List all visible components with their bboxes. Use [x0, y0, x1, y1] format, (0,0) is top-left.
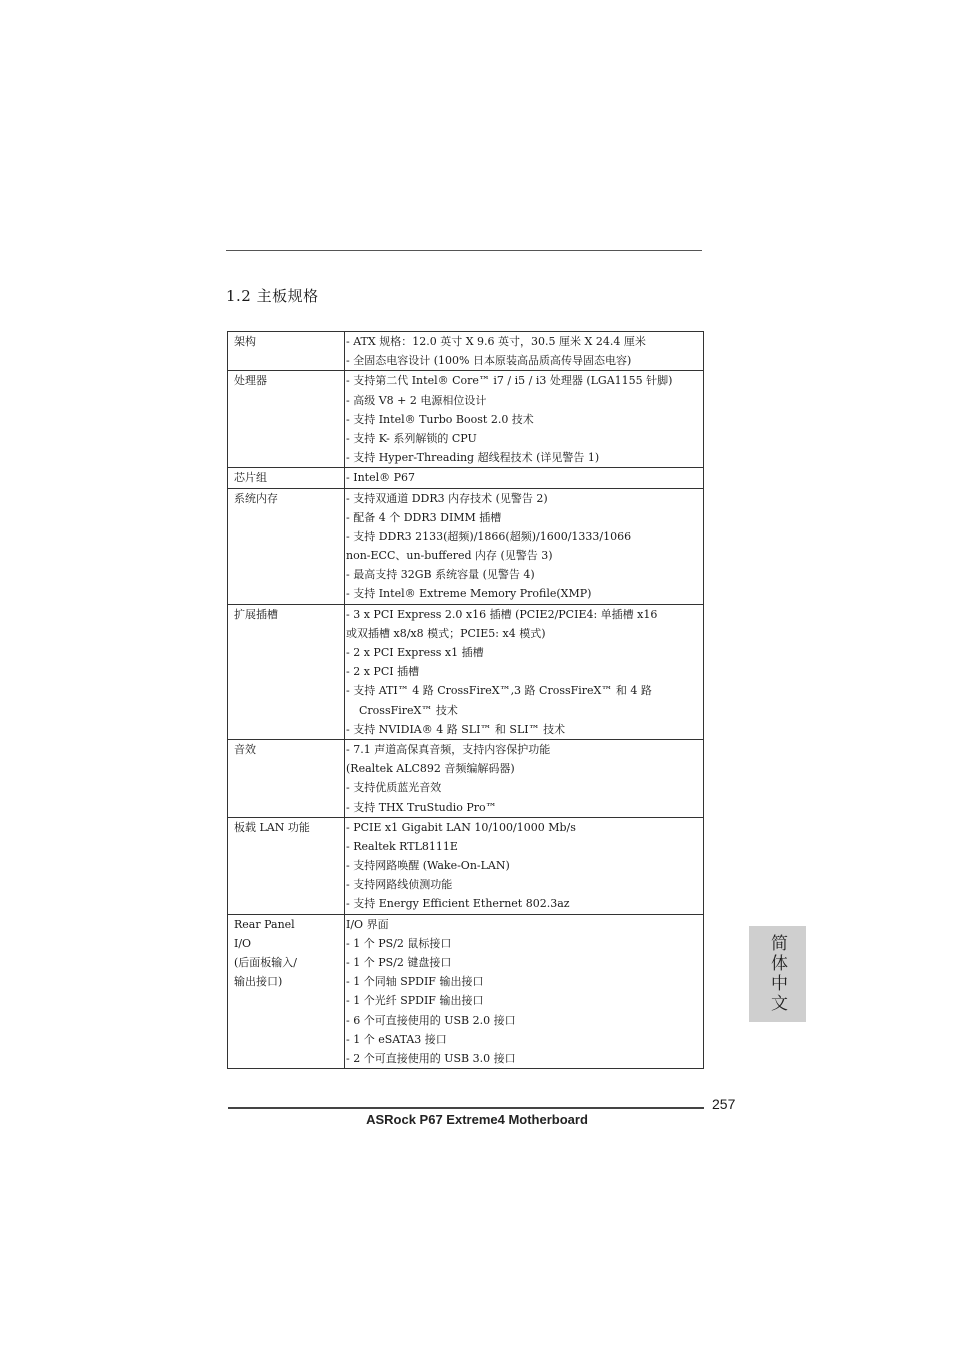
spec-item: - 2 x PCI 插槽 [346, 662, 703, 681]
spec-item: - 支持 ATI™ 4 路 CrossFireX™,3 路 CrossFireX™ 和 4 路 [346, 681, 703, 700]
spec-item: - Realtek RTL8111E [346, 837, 703, 856]
spec-item: - 1 个 PS/2 鼠标接口 [346, 934, 703, 953]
spec-values [345, 371, 704, 468]
spec-label-line: 芯片组 [234, 471, 267, 485]
spec-item: - 支持第二代 Intel® Core™ i7 / i5 / i3 处理器 (LGA1155 针脚) [346, 371, 703, 390]
spec-item: - 支持 NVIDIA® 4 路 SLI™ 和 SLI™ 技术 [346, 720, 703, 739]
spec-values [345, 914, 704, 1069]
section-title: 1.2 主板规格 [226, 287, 319, 305]
spec-item: - 全固态电容设计 (100% 日本原装高品质高传导固态电容) [346, 351, 703, 370]
spec-item: - 1 个光纤 SPDIF 输出接口 [346, 991, 703, 1010]
spec-item: - 7.1 声道高保真音频，支持内容保护功能 [346, 740, 703, 759]
spec-item: - 6 个可直接使用的 USB 2.0 接口 [346, 1011, 703, 1030]
spec-item: - 1 个同轴 SPDIF 输出接口 [346, 972, 703, 991]
spec-item: - 支持双通道 DDR3 内存技术 (见警告 2) [346, 489, 703, 508]
spec-item: - Intel® P67 [346, 468, 703, 487]
spec-row [228, 817, 704, 914]
spec-table-body [228, 332, 704, 1069]
spec-values [345, 468, 704, 488]
spec-item: I/O 界面 [346, 917, 389, 931]
spec-values [345, 332, 704, 371]
page-number: 257 [712, 1096, 736, 1112]
spec-label [228, 371, 345, 468]
spec-label-line: 输出接口) [234, 975, 283, 989]
spec-item: - 1 个 PS/2 键盘接口 [346, 953, 703, 972]
spec-row [228, 604, 704, 739]
spec-table [227, 331, 704, 1069]
spec-item: - 支持 DDR3 2133(超频)/1866(超频)/1600/1333/1066 [346, 527, 703, 546]
spec-label-line: 板载 LAN 功能 [234, 820, 310, 834]
spec-item: - 2 x PCI Express x1 插槽 [346, 643, 703, 662]
spec-label [228, 468, 345, 488]
spec-item: - 配备 4 个 DDR3 DIMM 插槽 [346, 508, 703, 527]
spec-row [228, 914, 704, 1069]
spec-label-line: (后面板输入/ [234, 956, 297, 969]
spec-item: - 支持优质蓝光音效 [346, 778, 703, 797]
spec-label-line: 架构 [234, 335, 256, 348]
spec-item: - 支持 Hyper-Threading 超线程技术 (详见警告 1) [346, 448, 703, 467]
spec-label [228, 332, 345, 371]
spec-item: 或双插槽 x8/x8 模式；PCIE5: x4 模式) [346, 626, 546, 640]
spec-item: - 1 个 eSATA3 接口 [346, 1030, 703, 1049]
spec-item: - 2 个可直接使用的 USB 3.0 接口 [346, 1049, 703, 1068]
spec-item: - 高级 V8 + 2 电源相位设计 [346, 391, 703, 410]
spec-item: - 支持网路线侦测功能 [346, 875, 703, 894]
spec-values [345, 739, 704, 817]
spec-row [228, 468, 704, 488]
spec-item: non-ECC、un-buffered 内存 (见警告 3) [346, 549, 553, 563]
spec-row [228, 488, 704, 604]
spec-label-line: 处理器 [234, 374, 267, 388]
spec-label-line: 系统内存 [234, 491, 278, 505]
spec-item: - PCIE x1 Gigabit LAN 10/100/1000 Mb/s [346, 818, 703, 837]
spec-item: - ATX 规格：12.0 英寸 X 9.6 英寸，30.5 厘米 X 24.4 厘米 [346, 332, 703, 351]
spec-values [345, 488, 704, 604]
spec-label [228, 739, 345, 817]
spec-row [228, 332, 704, 371]
spec-label-line: 音效 [234, 742, 256, 756]
spec-label-line: Rear Panel [234, 917, 295, 931]
language-tab [749, 926, 806, 1022]
spec-row [228, 371, 704, 468]
spec-item: - 3 x PCI Express 2.0 x16 插槽 (PCIE2/PCIE4: 单插槽 x16 [346, 605, 703, 624]
spec-item: - 支持 Intel® Turbo Boost 2.0 技术 [346, 410, 703, 429]
spec-label-line: 扩展插槽 [234, 607, 278, 621]
spec-label [228, 604, 345, 739]
spec-item: (Realtek ALC892 音频编解码器) [346, 762, 515, 776]
bottom-divider [228, 1107, 704, 1109]
spec-item: CrossFireX™ 技术 [359, 703, 458, 717]
spec-row [228, 739, 704, 817]
spec-label-line: I/O [234, 936, 252, 950]
spec-item: - 支持 THX TruStudio Pro™ [346, 798, 703, 817]
spec-item: - 支持 K- 系列解锁的 CPU [346, 429, 703, 448]
spec-item: - 最高支持 32GB 系统容量 (见警告 4) [346, 565, 703, 584]
spec-values [345, 817, 704, 914]
spec-label [228, 914, 345, 1069]
spec-label [228, 488, 345, 604]
spec-label [228, 817, 345, 914]
top-divider [226, 250, 702, 251]
spec-item: - 支持 Energy Efficient Ethernet 802.3az [346, 894, 703, 913]
spec-item: - 支持 Intel® Extreme Memory Profile(XMP) [346, 584, 703, 603]
spec-item: - 支持网路唤醒 (Wake-On-LAN) [346, 856, 703, 875]
spec-values [345, 604, 704, 739]
footer-model: ASRock P67 Extreme4 Motherboard [366, 1112, 588, 1127]
language-tab-label: 简体中文 [767, 934, 787, 1014]
